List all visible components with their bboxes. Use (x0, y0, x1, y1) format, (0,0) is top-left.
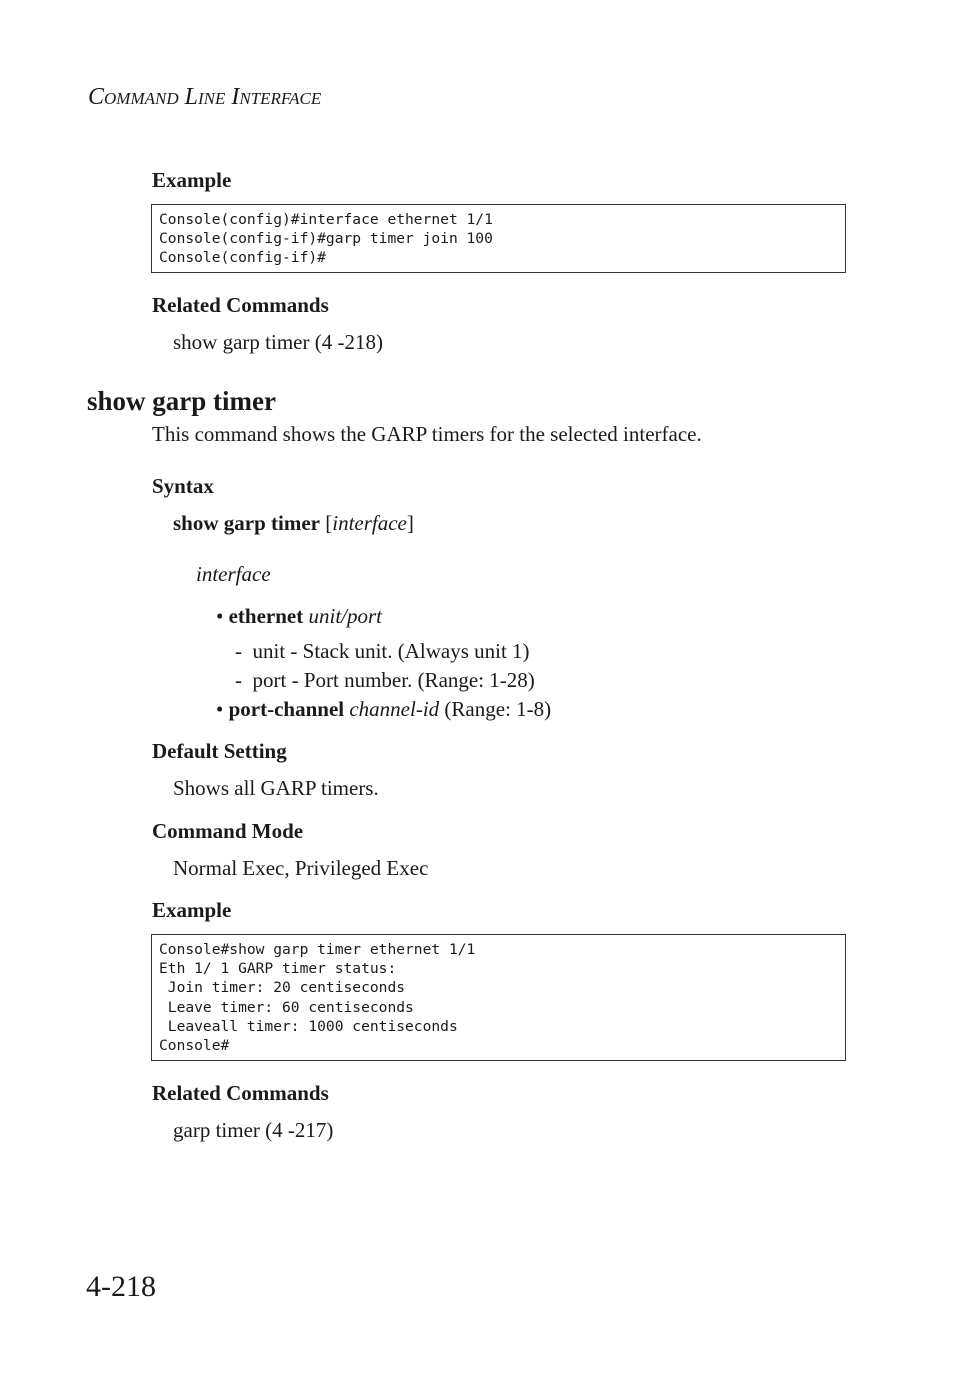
code-example-1-text: Console(config)#interface ethernet 1/1 Console(config-if)#garp timer join 100 Console(config-if)# (159, 211, 493, 267)
syntax-heading: Syntax (152, 474, 214, 498)
default-setting-text: Shows all GARP timers. (173, 776, 379, 800)
code-example-2 (151, 934, 846, 1061)
syntax-command: show garp timer (173, 511, 320, 535)
page-number: 4-218 (86, 1270, 156, 1303)
section-description: This command shows the GARP timers for the selected interface. (152, 422, 702, 446)
param-sub-unit: - unit - Stack unit. (Always unit 1) (235, 639, 530, 663)
dash-icon: - (235, 639, 242, 663)
command-mode-text: Normal Exec, Privileged Exec (173, 856, 429, 880)
syntax-param: interface (332, 511, 407, 535)
bullet-icon: • (216, 697, 224, 721)
command-mode-heading: Command Mode (152, 819, 304, 843)
param-bullet-port-channel: • port-channel channel-id (Range: 1-8) (216, 697, 552, 721)
running-head: COMMAND LINE INTERFACE (88, 84, 322, 110)
dash-icon: - (235, 668, 242, 692)
code-example-1 (151, 204, 846, 273)
related-commands-link-2[interactable]: garp timer (4 -217) (173, 1118, 334, 1142)
syntax-line: show garp timer [interface] (173, 511, 414, 535)
related-commands-heading-2: Related Commands (152, 1081, 329, 1105)
section-title: show garp timer (87, 386, 276, 416)
param-sub-port: - port - Port number. (Range: 1-28) (235, 668, 535, 692)
example-heading-1: Example (152, 168, 232, 192)
default-setting-heading: Default Setting (152, 739, 287, 763)
related-commands-link-1[interactable]: show garp timer (4 -218) (173, 330, 383, 354)
param-label: interface (196, 562, 271, 586)
example-heading-2: Example (152, 898, 232, 922)
bullet-icon: • (216, 604, 224, 628)
related-commands-heading-1: Related Commands (152, 293, 329, 317)
code-example-2-text: Console#show garp timer ethernet 1/1 Eth 1/ 1 GARP timer status: Join timer: 20 centiseconds Leave timer: 60 centiseconds Leaveall timer: 1000 centiseconds Console# (159, 941, 476, 1055)
param-bullet-ethernet: • ethernet unit/port (216, 604, 383, 628)
